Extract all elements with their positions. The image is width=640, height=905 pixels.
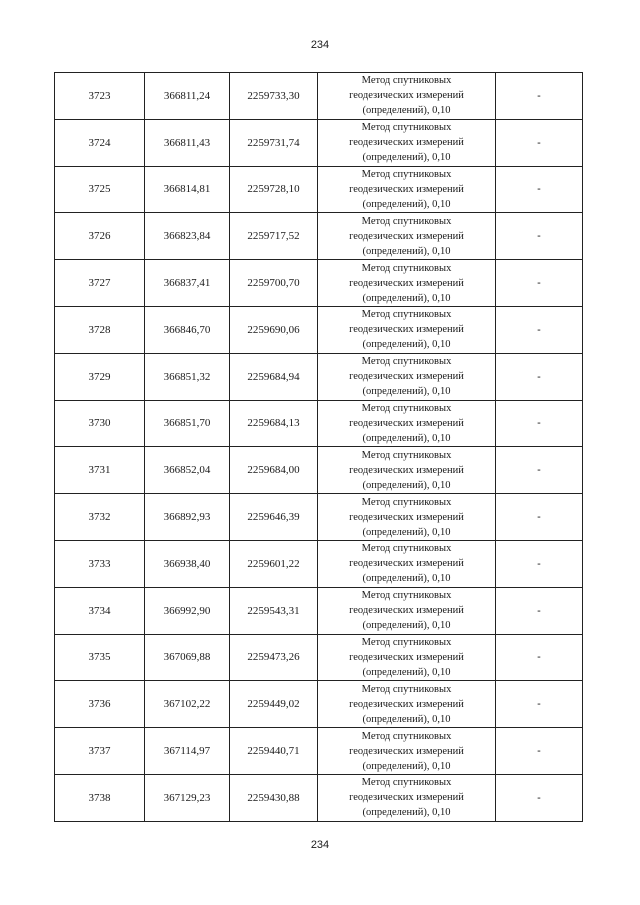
method-cell xyxy=(318,774,496,821)
method-line-2: геодезических измерений xyxy=(349,324,464,336)
page-number-bottom: 234 xyxy=(310,839,330,851)
method-line-1: Метод спутниковых xyxy=(361,122,452,134)
method-cell xyxy=(318,119,496,166)
method-line-2: геодезических измерений xyxy=(349,417,464,429)
method-line-2: геодезических измерений xyxy=(349,464,464,476)
y-coordinate-cell: 2259684,94 xyxy=(230,353,318,400)
method-line-1: Метод спутниковых xyxy=(361,777,452,789)
y-coordinate-cell: 2259731,74 xyxy=(230,119,318,166)
note-cell: - xyxy=(496,213,583,260)
method-line-2: геодезических измерений xyxy=(349,371,464,383)
point-number-cell: 3723 xyxy=(55,73,145,120)
table-row xyxy=(55,119,583,166)
method-line-3: (определений), 0,10 xyxy=(362,713,451,725)
table-row xyxy=(55,728,583,775)
method-cell xyxy=(318,728,496,775)
x-coordinate-cell: 366851,32 xyxy=(145,353,230,400)
point-number-cell: 3737 xyxy=(55,728,145,775)
x-coordinate-cell: 367069,88 xyxy=(145,634,230,681)
table-row xyxy=(55,166,583,213)
note-cell: - xyxy=(496,728,583,775)
point-number-cell: 3738 xyxy=(55,774,145,821)
y-coordinate-cell: 2259728,10 xyxy=(230,166,318,213)
method-line-3: (определений), 0,10 xyxy=(362,105,451,117)
table-row xyxy=(55,306,583,353)
method-line-2: геодезических измерений xyxy=(349,137,464,149)
method-line-3: (определений), 0,10 xyxy=(362,666,451,678)
x-coordinate-cell: 366811,43 xyxy=(145,119,230,166)
note-cell: - xyxy=(496,260,583,307)
note-cell: - xyxy=(496,540,583,587)
method-line-1: Метод спутниковых xyxy=(361,543,452,555)
method-cell xyxy=(318,213,496,260)
table-row xyxy=(55,353,583,400)
note-cell: - xyxy=(496,634,583,681)
method-line-2: геодезических измерений xyxy=(349,183,464,195)
method-line-3: (определений), 0,10 xyxy=(362,198,451,210)
method-line-2: геодезических измерений xyxy=(349,792,464,804)
method-cell xyxy=(318,447,496,494)
table-row xyxy=(55,681,583,728)
point-number-cell: 3727 xyxy=(55,260,145,307)
method-line-1: Метод спутниковых xyxy=(361,636,452,648)
point-number-cell: 3732 xyxy=(55,494,145,541)
method-line-3: (определений), 0,10 xyxy=(362,807,451,819)
x-coordinate-cell: 367114,97 xyxy=(145,728,230,775)
x-coordinate-cell: 366823,84 xyxy=(145,213,230,260)
method-line-2: геодезических измерений xyxy=(349,558,464,570)
y-coordinate-cell: 2259690,06 xyxy=(230,306,318,353)
note-cell: - xyxy=(496,353,583,400)
method-line-2: геодезических измерений xyxy=(349,277,464,289)
y-coordinate-cell: 2259473,26 xyxy=(230,634,318,681)
y-coordinate-cell: 2259717,52 xyxy=(230,213,318,260)
point-number-cell: 3730 xyxy=(55,400,145,447)
point-number-cell: 3733 xyxy=(55,540,145,587)
y-coordinate-cell: 2259646,39 xyxy=(230,494,318,541)
method-line-1: Метод спутниковых xyxy=(361,683,452,695)
y-coordinate-cell: 2259684,00 xyxy=(230,447,318,494)
method-line-3: (определений), 0,10 xyxy=(362,432,451,444)
point-number-cell: 3736 xyxy=(55,681,145,728)
point-number-cell: 3726 xyxy=(55,213,145,260)
note-cell: - xyxy=(496,166,583,213)
method-cell xyxy=(318,540,496,587)
table-row xyxy=(55,213,583,260)
method-line-1: Метод спутниковых xyxy=(361,496,452,508)
table-row xyxy=(55,260,583,307)
x-coordinate-cell: 366837,41 xyxy=(145,260,230,307)
x-coordinate-cell: 367102,22 xyxy=(145,681,230,728)
method-line-1: Метод спутниковых xyxy=(361,168,452,180)
method-cell xyxy=(318,587,496,634)
method-line-1: Метод спутниковых xyxy=(361,730,452,742)
method-line-3: (определений), 0,10 xyxy=(362,386,451,398)
y-coordinate-cell: 2259543,31 xyxy=(230,587,318,634)
method-line-3: (определений), 0,10 xyxy=(362,339,451,351)
note-cell: - xyxy=(496,447,583,494)
method-line-1: Метод спутниковых xyxy=(361,215,452,227)
method-line-1: Метод спутниковых xyxy=(361,356,452,368)
note-cell: - xyxy=(496,681,583,728)
y-coordinate-cell: 2259449,02 xyxy=(230,681,318,728)
coordinates-table xyxy=(54,72,583,822)
method-cell xyxy=(318,166,496,213)
note-cell: - xyxy=(496,400,583,447)
method-line-3: (определений), 0,10 xyxy=(362,245,451,257)
x-coordinate-cell: 366814,81 xyxy=(145,166,230,213)
coordinates-table-body xyxy=(55,73,583,822)
y-coordinate-cell: 2259684,13 xyxy=(230,400,318,447)
y-coordinate-cell: 2259440,71 xyxy=(230,728,318,775)
method-line-3: (определений), 0,10 xyxy=(362,292,451,304)
y-coordinate-cell: 2259430,88 xyxy=(230,774,318,821)
x-coordinate-cell: 366992,90 xyxy=(145,587,230,634)
method-line-2: геодезических измерений xyxy=(349,651,464,663)
table-row xyxy=(55,447,583,494)
method-line-2: геодезических измерений xyxy=(349,605,464,617)
method-line-3: (определений), 0,10 xyxy=(362,620,451,632)
method-line-3: (определений), 0,10 xyxy=(362,526,451,538)
table-row xyxy=(55,634,583,681)
method-line-1: Метод спутниковых xyxy=(361,590,452,602)
point-number-cell: 3724 xyxy=(55,119,145,166)
method-line-3: (определений), 0,10 xyxy=(362,573,451,585)
x-coordinate-cell: 366852,04 xyxy=(145,447,230,494)
point-number-cell: 3735 xyxy=(55,634,145,681)
note-cell: - xyxy=(496,494,583,541)
table-row xyxy=(55,73,583,120)
y-coordinate-cell: 2259700,70 xyxy=(230,260,318,307)
note-cell: - xyxy=(496,73,583,120)
point-number-cell: 3734 xyxy=(55,587,145,634)
method-cell xyxy=(318,306,496,353)
method-line-1: Метод спутниковых xyxy=(361,402,452,414)
note-cell: - xyxy=(496,774,583,821)
method-cell xyxy=(318,494,496,541)
note-cell: - xyxy=(496,587,583,634)
x-coordinate-cell: 366938,40 xyxy=(145,540,230,587)
method-line-1: Метод спутниковых xyxy=(361,75,452,87)
note-cell: - xyxy=(496,119,583,166)
method-cell xyxy=(318,73,496,120)
table-row xyxy=(55,774,583,821)
y-coordinate-cell: 2259733,30 xyxy=(230,73,318,120)
point-number-cell: 3731 xyxy=(55,447,145,494)
method-cell xyxy=(318,634,496,681)
point-number-cell: 3725 xyxy=(55,166,145,213)
note-cell: - xyxy=(496,306,583,353)
method-line-3: (определений), 0,10 xyxy=(362,479,451,491)
page-number-top: 234 xyxy=(310,39,330,51)
y-coordinate-cell: 2259601,22 xyxy=(230,540,318,587)
method-cell xyxy=(318,681,496,728)
table-row xyxy=(55,400,583,447)
method-cell xyxy=(318,260,496,307)
method-line-2: геодезических измерений xyxy=(349,745,464,757)
method-cell xyxy=(318,400,496,447)
x-coordinate-cell: 366811,24 xyxy=(145,73,230,120)
method-line-1: Метод спутниковых xyxy=(361,262,452,274)
method-line-1: Метод спутниковых xyxy=(361,449,452,461)
table-row xyxy=(55,587,583,634)
point-number-cell: 3728 xyxy=(55,306,145,353)
point-number-cell: 3729 xyxy=(55,353,145,400)
table-row xyxy=(55,494,583,541)
table-row xyxy=(55,540,583,587)
method-line-1: Метод спутниковых xyxy=(361,309,452,321)
method-line-3: (определений), 0,10 xyxy=(362,152,451,164)
method-line-2: геодезических измерений xyxy=(349,698,464,710)
x-coordinate-cell: 366851,70 xyxy=(145,400,230,447)
method-line-3: (определений), 0,10 xyxy=(362,760,451,772)
method-line-2: геодезических измерений xyxy=(349,511,464,523)
x-coordinate-cell: 366846,70 xyxy=(145,306,230,353)
x-coordinate-cell: 366892,93 xyxy=(145,494,230,541)
method-cell xyxy=(318,353,496,400)
method-line-2: геодезических измерений xyxy=(349,230,464,242)
method-line-2: геодезических измерений xyxy=(349,90,464,102)
x-coordinate-cell: 367129,23 xyxy=(145,774,230,821)
